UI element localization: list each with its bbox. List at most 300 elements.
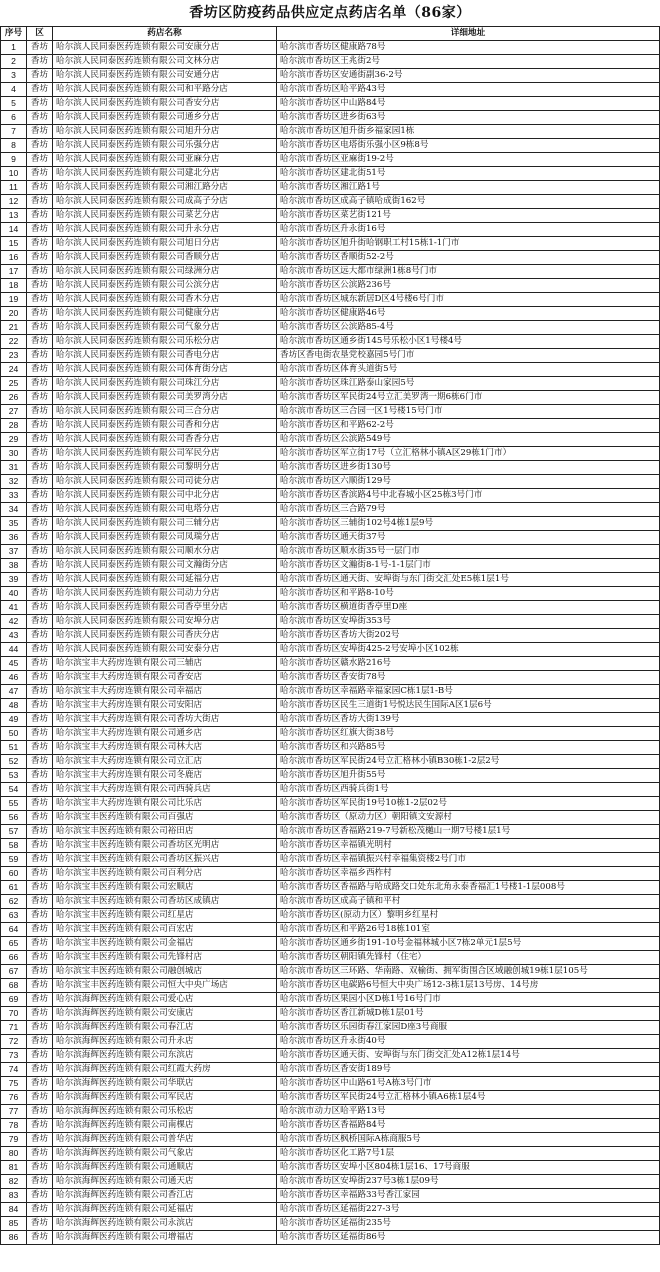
cell-district: 香坊: [27, 811, 53, 825]
cell-address: 哈尔滨市香坊区菜艺街121号: [277, 209, 660, 223]
cell-name: 哈尔滨人民同泰医药连锁有限公司延福分店: [53, 573, 277, 587]
cell-address: 哈尔滨市香坊区文瀚街8-1号-1-1层门市: [277, 559, 660, 573]
cell-district: 香坊: [27, 1021, 53, 1035]
cell-name: 哈尔滨人民同泰医药连锁有限公司绿洲分店: [53, 265, 277, 279]
cell-name: 哈尔滨宝丰医药连锁有限公司红星店: [53, 909, 277, 923]
cell-district: 香坊: [27, 41, 53, 55]
table-row: [1, 167, 660, 181]
cell-name: 哈尔滨人民同泰医药连锁有限公司安泰分店: [53, 643, 277, 657]
table-row: [1, 993, 660, 1007]
cell-district: 香坊: [27, 839, 53, 853]
cell-seq: 31: [1, 461, 27, 475]
cell-address: 哈尔滨市香坊区王兆街2号: [277, 55, 660, 69]
cell-district: 香坊: [27, 1091, 53, 1105]
cell-address: 哈尔滨市香坊区军民街19号10栋1-2层02号: [277, 797, 660, 811]
cell-address: 哈尔滨市香坊区朝阳镇先锋村（住宅）: [277, 951, 660, 965]
cell-district: 香坊: [27, 55, 53, 69]
cell-seq: 34: [1, 503, 27, 517]
table-row: [1, 881, 660, 895]
cell-address: 哈尔滨市香坊区中山路84号: [277, 97, 660, 111]
cell-name: 哈尔滨人民同泰医药连锁有限公司凤瑞分店: [53, 531, 277, 545]
cell-seq: 85: [1, 1217, 27, 1231]
cell-name: 哈尔滨人民同泰医药连锁有限公司香木分店: [53, 293, 277, 307]
cell-seq: 49: [1, 713, 27, 727]
cell-seq: 12: [1, 195, 27, 209]
table-row: [1, 153, 660, 167]
cell-seq: 55: [1, 797, 27, 811]
cell-district: 香坊: [27, 573, 53, 587]
table-row: [1, 237, 660, 251]
cell-name: 哈尔滨人民同泰医药连锁有限公司中北分店: [53, 489, 277, 503]
cell-address: 哈尔滨市香坊区民生三道街1号悦达民生国际A区1层6号: [277, 699, 660, 713]
cell-district: 香坊: [27, 237, 53, 251]
cell-district: 香坊: [27, 265, 53, 279]
cell-name: 哈尔滨宝丰大药房连锁有限公司幸福店: [53, 685, 277, 699]
cell-district: 香坊: [27, 587, 53, 601]
cell-address: 哈尔滨市香坊区乐园街春江家园D座3号商服: [277, 1021, 660, 1035]
cell-seq: 63: [1, 909, 27, 923]
table-row: [1, 503, 660, 517]
cell-name: 哈尔滨人民同泰医药连锁有限公司电塔分店: [53, 503, 277, 517]
table-row: [1, 839, 660, 853]
table-row: [1, 615, 660, 629]
cell-name: 哈尔滨宝丰大药房连锁有限公司香安店: [53, 671, 277, 685]
cell-address: 哈尔滨市香坊区香坊大街139号: [277, 713, 660, 727]
cell-district: 香坊: [27, 699, 53, 713]
cell-seq: 32: [1, 475, 27, 489]
cell-seq: 67: [1, 965, 27, 979]
cell-name: 哈尔滨海辉医药连锁有限公司增福店: [53, 1231, 277, 1245]
cell-seq: 39: [1, 573, 27, 587]
cell-name: 哈尔滨宝丰大药房连锁有限公司林大店: [53, 741, 277, 755]
cell-seq: 60: [1, 867, 27, 881]
cell-seq: 6: [1, 111, 27, 125]
table-row: [1, 195, 660, 209]
cell-name: 哈尔滨人民同泰医药连锁有限公司湘江路分店: [53, 181, 277, 195]
cell-seq: 17: [1, 265, 27, 279]
cell-seq: 42: [1, 615, 27, 629]
table-row: [1, 825, 660, 839]
cell-seq: 79: [1, 1133, 27, 1147]
cell-seq: 66: [1, 951, 27, 965]
table-row: [1, 1077, 660, 1091]
cell-name: 哈尔滨人民同泰医药连锁有限公司文林分店: [53, 55, 277, 69]
cell-district: 香坊: [27, 363, 53, 377]
cell-district: 香坊: [27, 545, 53, 559]
cell-district: 香坊: [27, 559, 53, 573]
cell-name: 哈尔滨人民同泰医药连锁有限公司香顺分店: [53, 251, 277, 265]
cell-name: 哈尔滨人民同泰医药连锁有限公司建北分店: [53, 167, 277, 181]
cell-name: 哈尔滨宝丰医药连锁有限公司百宏店: [53, 923, 277, 937]
table-row: [1, 531, 660, 545]
table-row: [1, 755, 660, 769]
cell-seq: 51: [1, 741, 27, 755]
cell-name: 哈尔滨人民同泰医药连锁有限公司香亭里分店: [53, 601, 277, 615]
cell-name: 哈尔滨海辉医药连锁有限公司华联店: [53, 1077, 277, 1091]
table-row: [1, 1007, 660, 1021]
cell-seq: 69: [1, 993, 27, 1007]
cell-district: 香坊: [27, 125, 53, 139]
table-header: [1, 27, 660, 41]
cell-district: 香坊: [27, 643, 53, 657]
cell-address: 哈尔滨市香坊区城东新居D区4号楼6号门市: [277, 293, 660, 307]
table-row: [1, 671, 660, 685]
cell-name: 哈尔滨海辉医药连锁有限公司乐松店: [53, 1105, 277, 1119]
cell-address: 哈尔滨市香坊区延福街235号: [277, 1217, 660, 1231]
cell-district: 香坊: [27, 1007, 53, 1021]
cell-address: 哈尔滨市香坊区和平路8-10号: [277, 587, 660, 601]
cell-name: 哈尔滨宝丰医药连锁有限公司百强店: [53, 811, 277, 825]
cell-seq: 35: [1, 517, 27, 531]
header-address: 详细地址: [277, 27, 660, 41]
cell-name: 哈尔滨人民同泰医药连锁有限公司旭升分店: [53, 125, 277, 139]
cell-address: 哈尔滨市香坊区香安街78号: [277, 671, 660, 685]
cell-name: 哈尔滨人民同泰医药连锁有限公司公滨分店: [53, 279, 277, 293]
table-row: [1, 97, 660, 111]
cell-district: 香坊: [27, 251, 53, 265]
table-row: [1, 797, 660, 811]
cell-seq: 61: [1, 881, 27, 895]
cell-name: 哈尔滨海辉医药连锁有限公司升永店: [53, 1035, 277, 1049]
cell-district: 香坊: [27, 209, 53, 223]
cell-address: 哈尔滨市香坊区体育头道街5号: [277, 363, 660, 377]
cell-seq: 47: [1, 685, 27, 699]
cell-seq: 38: [1, 559, 27, 573]
cell-district: 香坊: [27, 97, 53, 111]
cell-district: 香坊: [27, 391, 53, 405]
table-row: [1, 181, 660, 195]
table-row: [1, 349, 660, 363]
cell-seq: 83: [1, 1189, 27, 1203]
cell-district: 香坊: [27, 909, 53, 923]
cell-seq: 44: [1, 643, 27, 657]
table-row: [1, 937, 660, 951]
cell-name: 哈尔滨人民同泰医药连锁有限公司菜艺分店: [53, 209, 277, 223]
cell-seq: 18: [1, 279, 27, 293]
table-row: [1, 685, 660, 699]
cell-district: 香坊: [27, 741, 53, 755]
cell-address: 哈尔滨市香坊区建北街51号: [277, 167, 660, 181]
table-row: [1, 895, 660, 909]
table-row: [1, 1021, 660, 1035]
table-row: [1, 1217, 660, 1231]
cell-address: 哈尔滨市香坊区六顺街129号: [277, 475, 660, 489]
cell-name: 哈尔滨人民同泰医药连锁有限公司香和分店: [53, 419, 277, 433]
cell-name: 哈尔滨海辉医药连锁有限公司红霞大药房: [53, 1063, 277, 1077]
cell-district: 香坊: [27, 1063, 53, 1077]
cell-name: 哈尔滨海辉医药连锁有限公司香江店: [53, 1189, 277, 1203]
table-row: [1, 979, 660, 993]
cell-address: 哈尔滨市香坊区成高子镇哈成街162号: [277, 195, 660, 209]
cell-seq: 11: [1, 181, 27, 195]
cell-name: 哈尔滨人民同泰医药连锁有限公司军民分店: [53, 447, 277, 461]
cell-address: 哈尔滨市香坊区幸福乡西柞村: [277, 867, 660, 881]
cell-seq: 71: [1, 1021, 27, 1035]
cell-district: 香坊: [27, 531, 53, 545]
cell-seq: 50: [1, 727, 27, 741]
cell-address: 哈尔滨市香坊区哈平路43号: [277, 83, 660, 97]
cell-seq: 77: [1, 1105, 27, 1119]
table-row: [1, 741, 660, 755]
table-row: [1, 909, 660, 923]
cell-seq: 72: [1, 1035, 27, 1049]
cell-district: 香坊: [27, 629, 53, 643]
cell-name: 哈尔滨宝丰医药连锁有限公司融创城店: [53, 965, 277, 979]
cell-name: 哈尔滨人民同泰医药连锁有限公司乐强分店: [53, 139, 277, 153]
cell-address: 哈尔滨市香坊区香滨路4号中北春城小区25栋3号门市: [277, 489, 660, 503]
cell-seq: 54: [1, 783, 27, 797]
cell-district: 香坊: [27, 727, 53, 741]
cell-name: 哈尔滨宝丰医药连锁有限公司宏顺店: [53, 881, 277, 895]
cell-address: 哈尔滨市香坊区健康路46号: [277, 307, 660, 321]
cell-district: 香坊: [27, 447, 53, 461]
cell-name: 哈尔滨人民同泰医药连锁有限公司乐松分店: [53, 335, 277, 349]
cell-name: 哈尔滨宝丰大药房连锁有限公司三辅店: [53, 657, 277, 671]
cell-address: 哈尔滨市香坊区三合路79号: [277, 503, 660, 517]
cell-address: 哈尔滨市香坊区香福路与哈成路交口处东北角永泰香福汇1号楼1-1层008号: [277, 881, 660, 895]
table-row: [1, 951, 660, 965]
cell-name: 哈尔滨宝丰大药房连锁有限公司西骑兵店: [53, 783, 277, 797]
cell-name: 哈尔滨人民同泰医药连锁有限公司亚麻分店: [53, 153, 277, 167]
cell-seq: 58: [1, 839, 27, 853]
cell-seq: 13: [1, 209, 27, 223]
cell-seq: 41: [1, 601, 27, 615]
cell-district: 香坊: [27, 881, 53, 895]
table-row: [1, 377, 660, 391]
cell-address: 哈尔滨市香坊区延福街227-3号: [277, 1203, 660, 1217]
cell-name: 哈尔滨人民同泰医药连锁有限公司旭日分店: [53, 237, 277, 251]
cell-address: 哈尔滨市香坊区红旗大街38号: [277, 727, 660, 741]
cell-seq: 26: [1, 391, 27, 405]
cell-address: 哈尔滨市香坊区珠江路泰山家园5号: [277, 377, 660, 391]
cell-address: 哈尔滨市香坊区安通街副36-2号: [277, 69, 660, 83]
table-row: [1, 601, 660, 615]
table-row: [1, 1203, 660, 1217]
cell-district: 香坊: [27, 685, 53, 699]
cell-address: 哈尔滨市香坊区安埠街425-2号安埠小区102栋: [277, 643, 660, 657]
cell-name: 哈尔滨宝丰大药房连锁有限公司安阳店: [53, 699, 277, 713]
cell-name: 哈尔滨人民同泰医药连锁有限公司安康分店: [53, 41, 277, 55]
cell-address: 哈尔滨市香坊区升永街40号: [277, 1035, 660, 1049]
cell-district: 香坊: [27, 321, 53, 335]
cell-address: 哈尔滨市香坊区(原动力区）黎明乡红星村: [277, 909, 660, 923]
cell-seq: 29: [1, 433, 27, 447]
cell-seq: 4: [1, 83, 27, 97]
pharmacy-table: [0, 26, 660, 1245]
cell-seq: 20: [1, 307, 27, 321]
cell-seq: 21: [1, 321, 27, 335]
cell-address: 哈尔滨市香坊区远大都市绿洲1栋8号门市: [277, 265, 660, 279]
cell-name: 哈尔滨人民同泰医药连锁有限公司顺水分店: [53, 545, 277, 559]
cell-address: 哈尔滨市香坊区幸福路幸福家园C栋1层1-B号: [277, 685, 660, 699]
cell-address: 哈尔滨市香坊区公滨路236号: [277, 279, 660, 293]
cell-address: 哈尔滨市香坊区军民街24号立汇格林小镇B30栋1-2层2号: [277, 755, 660, 769]
table-row: [1, 1161, 660, 1175]
table-row: [1, 1091, 660, 1105]
cell-seq: 10: [1, 167, 27, 181]
cell-address: 哈尔滨市香坊区公滨路549号: [277, 433, 660, 447]
cell-address: 哈尔滨市香坊区电碳路6号恒大中央广场12-3栋1层13号房、14号房: [277, 979, 660, 993]
cell-name: 哈尔滨宝丰医药连锁有限公司金福店: [53, 937, 277, 951]
cell-seq: 56: [1, 811, 27, 825]
cell-seq: 86: [1, 1231, 27, 1245]
cell-district: 香坊: [27, 1231, 53, 1245]
cell-district: 香坊: [27, 1189, 53, 1203]
cell-district: 香坊: [27, 1049, 53, 1063]
cell-seq: 53: [1, 769, 27, 783]
cell-district: 香坊: [27, 1161, 53, 1175]
cell-district: 香坊: [27, 1175, 53, 1189]
cell-seq: 62: [1, 895, 27, 909]
cell-name: 哈尔滨宝丰大药房连锁有限公司通乡店: [53, 727, 277, 741]
cell-seq: 27: [1, 405, 27, 419]
table-row: [1, 1175, 660, 1189]
table-row: [1, 657, 660, 671]
table-row: [1, 83, 660, 97]
cell-seq: 2: [1, 55, 27, 69]
cell-address: 哈尔滨市香坊区香坊大街202号: [277, 629, 660, 643]
cell-address: 哈尔滨市香坊区三合园一区1号楼15号门市: [277, 405, 660, 419]
cell-address: 哈尔滨市香坊区三环路、华南路、双榆街、拥军街围合区域融创城19栋1层105号: [277, 965, 660, 979]
cell-district: 香坊: [27, 1077, 53, 1091]
cell-name: 哈尔滨人民同泰医药连锁有限公司司徒分店: [53, 475, 277, 489]
table-row: [1, 335, 660, 349]
cell-seq: 40: [1, 587, 27, 601]
cell-district: 香坊: [27, 657, 53, 671]
cell-address: 哈尔滨市香坊区通天街37号: [277, 531, 660, 545]
cell-district: 香坊: [27, 1203, 53, 1217]
table-row: [1, 923, 660, 937]
cell-district: 香坊: [27, 951, 53, 965]
table-row: [1, 853, 660, 867]
table-row: [1, 713, 660, 727]
cell-name: 哈尔滨人民同泰医药连锁有限公司黎明分店: [53, 461, 277, 475]
cell-seq: 28: [1, 419, 27, 433]
cell-name: 哈尔滨人民同泰医药连锁有限公司动力分店: [53, 587, 277, 601]
cell-name: 哈尔滨人民同泰医药连锁有限公司三合分店: [53, 405, 277, 419]
cell-address: 哈尔滨市香坊区（原动力区）朝阳镇文安源村: [277, 811, 660, 825]
table-row: [1, 573, 660, 587]
table-row: [1, 545, 660, 559]
cell-address: 哈尔滨市动力区哈平路13号: [277, 1105, 660, 1119]
cell-address: 哈尔滨市香坊区香福路219-7号新松茂樾山一期7号楼1层1号: [277, 825, 660, 839]
cell-name: 哈尔滨人民同泰医药连锁有限公司香电分店: [53, 349, 277, 363]
table-row: [1, 1035, 660, 1049]
cell-address: 哈尔滨市香坊区旭升街55号: [277, 769, 660, 783]
table-body: [1, 41, 660, 1245]
cell-district: 香坊: [27, 1217, 53, 1231]
table-row: [1, 55, 660, 69]
table-row: [1, 447, 660, 461]
cell-address: 哈尔滨市香坊区通天街、安埠街与东门街交汇处A12栋1层14号: [277, 1049, 660, 1063]
cell-district: 香坊: [27, 111, 53, 125]
cell-district: 香坊: [27, 1119, 53, 1133]
cell-name: 哈尔滨人民同泰医药连锁有限公司和平路分店: [53, 83, 277, 97]
cell-name: 哈尔滨海辉医药连锁有限公司安康店: [53, 1007, 277, 1021]
cell-seq: 14: [1, 223, 27, 237]
cell-name: 哈尔滨海辉医药连锁有限公司春江店: [53, 1021, 277, 1035]
cell-district: 香坊: [27, 223, 53, 237]
cell-seq: 25: [1, 377, 27, 391]
cell-district: 香坊: [27, 895, 53, 909]
cell-address: 哈尔滨市香坊区和兴路85号: [277, 741, 660, 755]
cell-seq: 16: [1, 251, 27, 265]
table-row: [1, 517, 660, 531]
cell-seq: 82: [1, 1175, 27, 1189]
cell-address: 哈尔滨市香坊区公滨路85-4号: [277, 321, 660, 335]
table-row: [1, 223, 660, 237]
cell-district: 香坊: [27, 181, 53, 195]
cell-address: 哈尔滨市香坊区通乡街145号乐松小区1号楼4号: [277, 335, 660, 349]
cell-address: 哈尔滨市香坊区进乡街130号: [277, 461, 660, 475]
cell-district: 香坊: [27, 167, 53, 181]
cell-address: 哈尔滨市香坊区果园小区D栋1号16号门市: [277, 993, 660, 1007]
table-row: [1, 629, 660, 643]
cell-district: 香坊: [27, 195, 53, 209]
cell-district: 香坊: [27, 993, 53, 1007]
cell-district: 香坊: [27, 1133, 53, 1147]
cell-address: 哈尔滨市香坊区三辅街102号4栋1层9号: [277, 517, 660, 531]
cell-name: 哈尔滨宝丰大药房连锁有限公司冬鹿店: [53, 769, 277, 783]
cell-district: 香坊: [27, 153, 53, 167]
cell-district: 香坊: [27, 755, 53, 769]
cell-district: 香坊: [27, 713, 53, 727]
cell-district: 香坊: [27, 1147, 53, 1161]
table-row: [1, 391, 660, 405]
table-row: [1, 139, 660, 153]
cell-name: 哈尔滨人民同泰医药连锁有限公司香庆分店: [53, 629, 277, 643]
table-row: [1, 965, 660, 979]
table-row: [1, 783, 660, 797]
cell-district: 香坊: [27, 419, 53, 433]
cell-address: 哈尔滨市香坊区安埠街353号: [277, 615, 660, 629]
cell-address: 哈尔滨市香坊区枫桥国际A栋商服5号: [277, 1133, 660, 1147]
cell-name: 哈尔滨宝丰医药连锁有限公司百利分店: [53, 867, 277, 881]
cell-address: 哈尔滨市香坊区亚麻街19-2号: [277, 153, 660, 167]
cell-name: 哈尔滨海辉医药连锁有限公司爱心店: [53, 993, 277, 1007]
table-row: [1, 643, 660, 657]
cell-seq: 1: [1, 41, 27, 55]
table-row: [1, 1133, 660, 1147]
table-row: [1, 1147, 660, 1161]
cell-district: 香坊: [27, 965, 53, 979]
cell-seq: 75: [1, 1077, 27, 1091]
cell-address: 哈尔滨市香坊区香福路84号: [277, 1119, 660, 1133]
table-row: [1, 811, 660, 825]
cell-address: 哈尔滨市香坊区赣水路216号: [277, 657, 660, 671]
cell-seq: 46: [1, 671, 27, 685]
cell-seq: 70: [1, 1007, 27, 1021]
table-row: [1, 1049, 660, 1063]
cell-seq: 5: [1, 97, 27, 111]
cell-address: 哈尔滨市香坊区香安街189号: [277, 1063, 660, 1077]
cell-name: 哈尔滨宝丰医药连锁有限公司香坊区振兴店: [53, 853, 277, 867]
cell-district: 香坊: [27, 923, 53, 937]
cell-address: 哈尔滨市香坊区香顺街52-2号: [277, 251, 660, 265]
cell-seq: 84: [1, 1203, 27, 1217]
cell-name: 哈尔滨宝丰大药房连锁有限公司立汇店: [53, 755, 277, 769]
cell-seq: 73: [1, 1049, 27, 1063]
cell-seq: 36: [1, 531, 27, 545]
cell-name: 哈尔滨人民同泰医药连锁有限公司安埠分店: [53, 615, 277, 629]
table-row: [1, 1119, 660, 1133]
table-row: [1, 489, 660, 503]
cell-district: 香坊: [27, 1105, 53, 1119]
cell-name: 哈尔滨人民同泰医药连锁有限公司体育街分店: [53, 363, 277, 377]
cell-district: 香坊: [27, 475, 53, 489]
cell-address: 哈尔滨市香坊区电塔街乐强小区9栋8号: [277, 139, 660, 153]
cell-address: 哈尔滨市香坊区和平路26号18栋101室: [277, 923, 660, 937]
